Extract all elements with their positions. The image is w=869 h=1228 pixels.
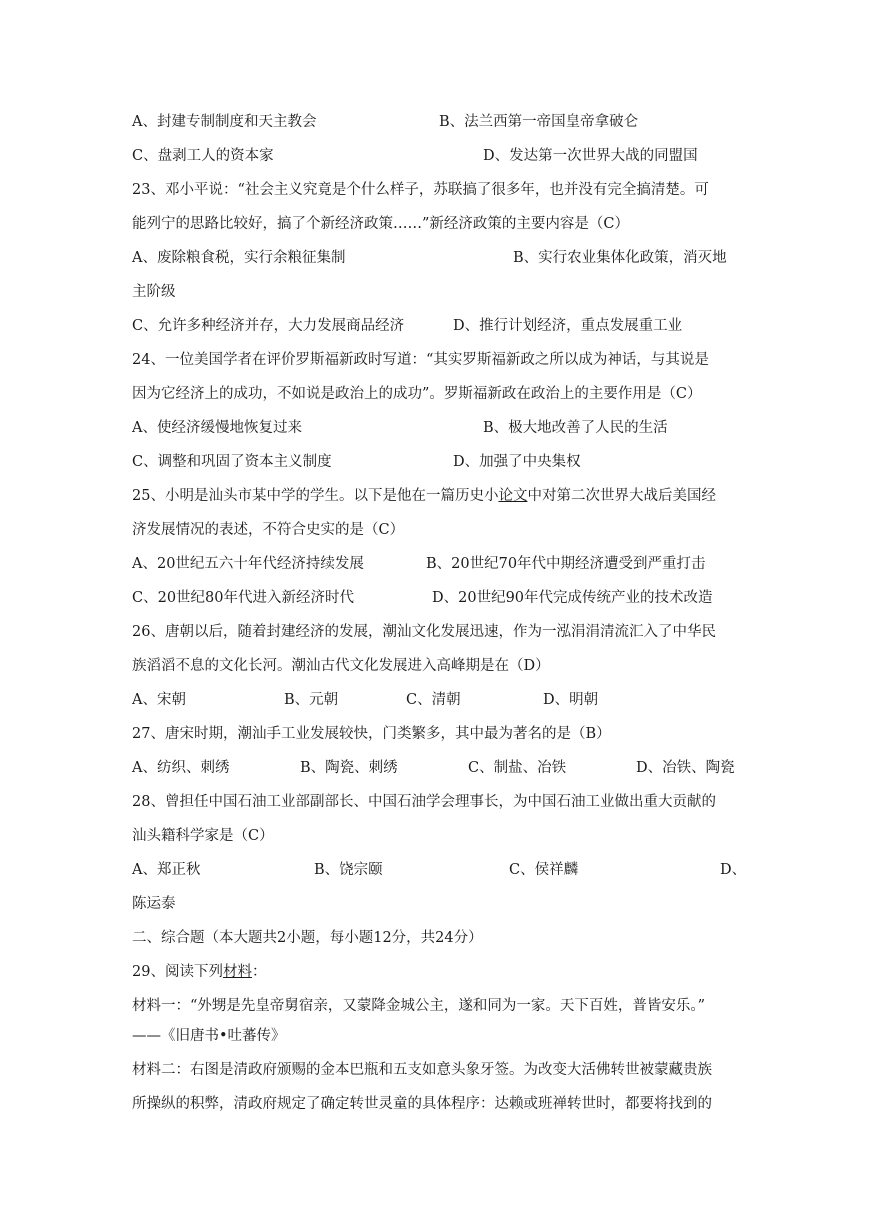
q29-intro <box>132 962 738 982</box>
q27-option-c: C、制盐、冶铁 <box>468 760 567 776</box>
q22-option-c: C、盘剥工人的资本家 <box>132 148 274 164</box>
q26-option-a: A、宋朝 <box>132 692 186 708</box>
q27-option-b: B、陶瓷、刺绣 <box>300 760 398 776</box>
q28-option-a: A、郑正秋 <box>132 862 201 878</box>
q25-option-a: A、20世纪五六十年代经济持续发展 <box>132 556 364 572</box>
q25-stem-post: 中对第二次世界大战后美国经 <box>527 488 716 504</box>
q27-option-a: A、纺织、刺绣 <box>132 760 230 776</box>
q26-option-d: D、明朝 <box>543 692 599 708</box>
q25-option-c: C、20世纪80年代进入新经济时代 <box>132 590 354 606</box>
q29-material2-line2: 所操纵的积弊，清政府规定了确定转世灵童的具体程序：达赖或班禅转世时，都要将找到的 <box>132 1096 712 1112</box>
q26-stem-line1: 26、唐朝以后，随着封建经济的发展，潮汕文化发展迅速，作为一泓涓涓清流汇入了中华民 <box>132 624 716 640</box>
q26-stem-line2: 族滔滔不息的文化长河。潮汕古代文化发展进入高峰期是在（D） <box>132 658 550 674</box>
q29-material1: 材料一：“外甥是先皇帝舅宿亲，又蒙降金城公主，遂和同为一家。天下百姓，普皆安乐。” <box>132 998 706 1014</box>
q26-option-b: B、元朝 <box>284 692 339 708</box>
q25-stem-underlined: 论文 <box>498 488 528 504</box>
q23-option-b: B、实行农业集体化政策，消灭地 <box>513 250 727 266</box>
q28-option-d: D、 <box>720 862 747 878</box>
q24-option-b: B、极大地改善了人民的生活 <box>483 420 668 436</box>
q27-stem-line1: 27、唐宋时期，潮汕手工业发展较快，门类繁多，其中最为著名的是（B） <box>132 726 611 742</box>
q22-option-b: B、法兰西第一帝国皇帝拿破仑 <box>439 114 639 130</box>
q25-stem-line2: 济发展情况的表述，不符合史实的是（C） <box>132 522 405 538</box>
section2-title: 二、综合题（本大题共2小题，每小题12分，共24分） <box>132 930 483 946</box>
q28-stem-line1: 28、曾担任中国石油工业部副部长、中国石油学会理事长，为中国石油工业做出重大贡献的 <box>132 794 716 810</box>
q26-option-c: C、清朝 <box>406 692 461 708</box>
q23-option-d: D、推行计划经济，重点发展重工业 <box>453 318 683 334</box>
q24-option-a: A、使经济缓慢地恢复过来 <box>132 420 302 436</box>
q23-option-b-continued: 主阶级 <box>132 284 176 300</box>
q28-option-b: B、饶宗颐 <box>314 862 383 878</box>
q23-stem-line1: 23、邓小平说：“社会主义究竟是个什么样子，苏联搞了很多年，也并没有完全搞清楚。可 <box>132 182 709 198</box>
q25-option-d: D、20世纪90年代完成传统产业的技术改造 <box>432 590 713 606</box>
q25-stem-pre: 25、小明是汕头市某中学的学生。以下是他在一篇历史小 <box>132 488 499 504</box>
q24-stem-line1: 24、一位美国学者在评价罗斯福新政时写道：“其实罗斯福新政之所以成为神话，与其说是 <box>132 352 709 368</box>
q28-stem-line2: 汕头籍科学家是（C） <box>132 828 274 844</box>
q24-stem-line2: 因为它经济上的成功，不如说是政治上的成功”。罗斯福新政在政治上的主要作用是（C） <box>132 386 702 402</box>
q22-option-d: D、发达第一次世界大战的同盟国 <box>483 148 698 164</box>
q23-option-c: C、允许多种经济并存，大力发展商品经济 <box>132 318 405 334</box>
q28-option-c: C、侯祥麟 <box>509 862 579 878</box>
q25-option-b: B、20世纪70年代中期经济遭受到严重打击 <box>426 556 706 572</box>
q22-option-a: A、封建专制制度和天主教会 <box>132 114 317 130</box>
q25-stem-line1 <box>132 486 738 506</box>
q29-material2-line1: 材料二：右图是清政府颁赐的金本巴瓶和五支如意头象牙签。为改变大活佛转世被蒙藏贵族 <box>132 1062 712 1078</box>
q29-intro-underlined: 材料 <box>222 964 252 980</box>
q23-stem-line2: 能列宁的思路比较好，搞了个新经济政策……”新经济政策的主要内容是（C） <box>132 216 630 232</box>
q28-option-d-continued: 陈运泰 <box>132 896 176 912</box>
q29-material1-source: ——《旧唐书•吐蕃传》 <box>132 1028 286 1044</box>
q29-intro-pre: 29、阅读下列 <box>132 964 223 980</box>
q29-intro-post: ： <box>251 964 267 980</box>
q24-option-d: D、加强了中央集权 <box>453 454 581 470</box>
q24-option-c: C、调整和巩固了资本主义制度 <box>132 454 332 470</box>
q23-option-a: A、废除粮食税，实行余粮征集制 <box>132 250 346 266</box>
q27-option-d: D、冶铁、陶瓷 <box>636 760 735 776</box>
